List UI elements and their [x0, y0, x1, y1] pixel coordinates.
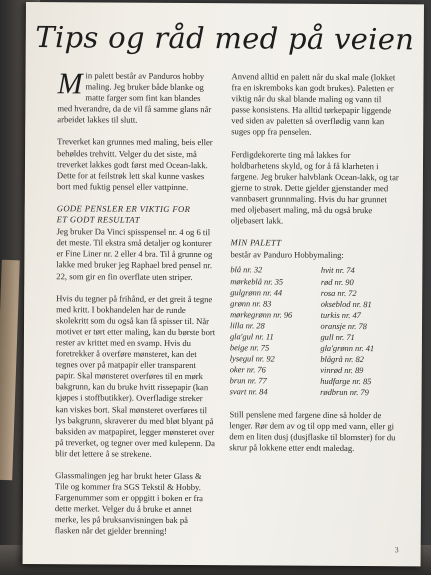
paragraph-transfer: Hvis du tegner på frihånd, er det greit å tegne med kritt. I bokhandelen har de runde skolekritt som du også kan få spisser til. Når motivet er tørt etter maling, kan du børste bort rester av krittet med en svamp. Hvis du foretrekker å overføre mønsteret, kan det tegnes over på matpapir eller transparent papir. Skal mønsteret overføres til en mørk bakgrunn, kan du bruke hvitt rissepapir (kan kjøpes i stoffbutikker). Overfladige streker kan viskes bort. Skal mønsteret overføres til lys bakgrunn, skraverer du med bløt blyant på baksiden av matpapiret, legger mønsteret over på treverket, og tegner over med kulepenn. Da blir det lettere å se strekene.: [55, 292, 216, 459]
paint-name-left: gulgrønn nr. 44: [230, 287, 283, 298]
left-column: [54, 67, 218, 549]
paint-name-left: blå nr. 32: [230, 265, 263, 275]
paint-name-right: hvit nr. 74: [320, 266, 355, 276]
section-heading-brushes: [57, 203, 217, 226]
paragraph-brushes: Jeg bruker Da Vinci spisspensel nr. 4 og 6 til det meste. Til ekstra små detaljer og konturer er Fine Liner nr. 2 eller 4 bra. Til å grunne og lakke med bruker jeg Raphael bred pensel nr. 22, som gir en fin overflate uten striper.: [56, 226, 213, 282]
book-page: [23, 2, 424, 566]
paint-name-left: mørkeblå nr. 35: [230, 276, 284, 287]
paragraph-wood-priming: Treverket kan grunnes med maling, beis eller behøldes trehvitt. Velger du det siste, må treverket lakkes godt først med Ocean-lakk. Dette for at feilstrøk lett skal kunne vaskes bort med fuktig pensel eller vattpinne.: [56, 136, 213, 192]
paragraph-lacquer: Ferdigdekorerte ting må lakkes for holdbarhetens skyld, og for å få klarheten i fargene. Jeg bruker halvblank Ocean-lakk, og tar gjerne to strøk. Dette gjelder gjenstander med vannbasert grunnmaling. Hvis du har grunnet med oljebasert maling, må du også bruke oljebasert lakk.: [230, 148, 399, 226]
paint-name-left: svart nr. 84: [229, 387, 268, 397]
paint-list: [230, 265, 399, 399]
paragraph-glass-paint: Glassmalingen jeg har brukt heter Glass & Tile og kommer fra SGS Tekstil & Hobby. Fargenummer som er oppgitt i boken er fra dette merket. Velger du å bruke et annet merke, les på bruksanvisningen bak på flasken når det gjelder brenning!: [54, 470, 204, 537]
paint-name-right: hudfarge nr. 85: [320, 377, 372, 387]
paint-name-left: oker nr. 76: [229, 365, 266, 375]
section-heading-line-2: ET GODT RESULTAT: [56, 214, 140, 225]
paint-name-right: rødbrun nr. 79: [320, 388, 369, 398]
intro-text: in palett består av Panduros hobby maling. Jeg bruker både blanke og matte farger som fint kan blandes med hverandre, da de vil få samme glans når arbeidet lakkes til slutt.: [57, 70, 212, 126]
paint-name-right: oransje nr. 78: [320, 321, 367, 331]
paint-row: [230, 387, 398, 399]
paint-name-left: lilla nr. 28: [229, 321, 265, 331]
paint-row: [230, 309, 398, 321]
paint-name-right: gull nr. 71: [320, 332, 355, 342]
right-column: [229, 71, 399, 465]
intro-paragraph: [57, 67, 217, 126]
paint-name-left: beige nr. 75: [229, 343, 270, 353]
paint-name-right: gla'grønn nr. 41: [320, 343, 375, 354]
paint-row: [230, 265, 398, 277]
paint-name-right: okseblod nr. 81: [320, 299, 372, 309]
paint-name-left: lysegul nr. 92: [229, 354, 275, 364]
paint-name-right: blågrå nr. 82: [320, 354, 364, 365]
section-heading-line-1: GODE PENSLER ER VIKTIG FOR: [56, 203, 191, 214]
drop-cap: M: [57, 67, 83, 101]
paragraph-palette: Anvend alltid en palett når du skal male (lokket fra en iskremboks kan godt brukes). Paletten er viktig når du skal blande maling og vann til passe konsistens. Ha alltid tørkepapir liggende ved siden av paletten så overflødig vann kan suges opp fra penselen.: [231, 71, 396, 138]
section-heading-palette: MIN PALETT: [230, 237, 282, 248]
paint-name-right: vinrød nr. 89: [320, 366, 364, 376]
paint-row: [230, 276, 398, 288]
paint-name-right: turkis nr. 47: [320, 310, 361, 320]
paint-row: [230, 287, 398, 299]
paint-row: [230, 298, 398, 310]
page-number: 3: [394, 545, 399, 555]
paint-name-right: rosa nr. 72: [320, 288, 357, 298]
paint-name-left: gla'gul nr. 11: [229, 332, 274, 342]
paint-name-left: brun nr. 77: [229, 376, 267, 386]
paragraph-storage: Still penslene med fargene dine så holder de lenger. Rør dem av og til opp med vann, eller gi dem en liten dusj (dusjflaske til blomster) for du skrur på lokkene etter endt maledag.: [229, 408, 396, 453]
paint-name-left: grønn nr. 83: [230, 298, 272, 309]
section-subheading-palette: består av Panduro Hobbymaling:: [230, 249, 344, 261]
paint-name-left: mørkegrønn nr. 96: [230, 310, 293, 320]
page-title: Tips og råd med på veien: [35, 20, 415, 57]
paint-name-right: rød nr. 90: [320, 277, 354, 287]
